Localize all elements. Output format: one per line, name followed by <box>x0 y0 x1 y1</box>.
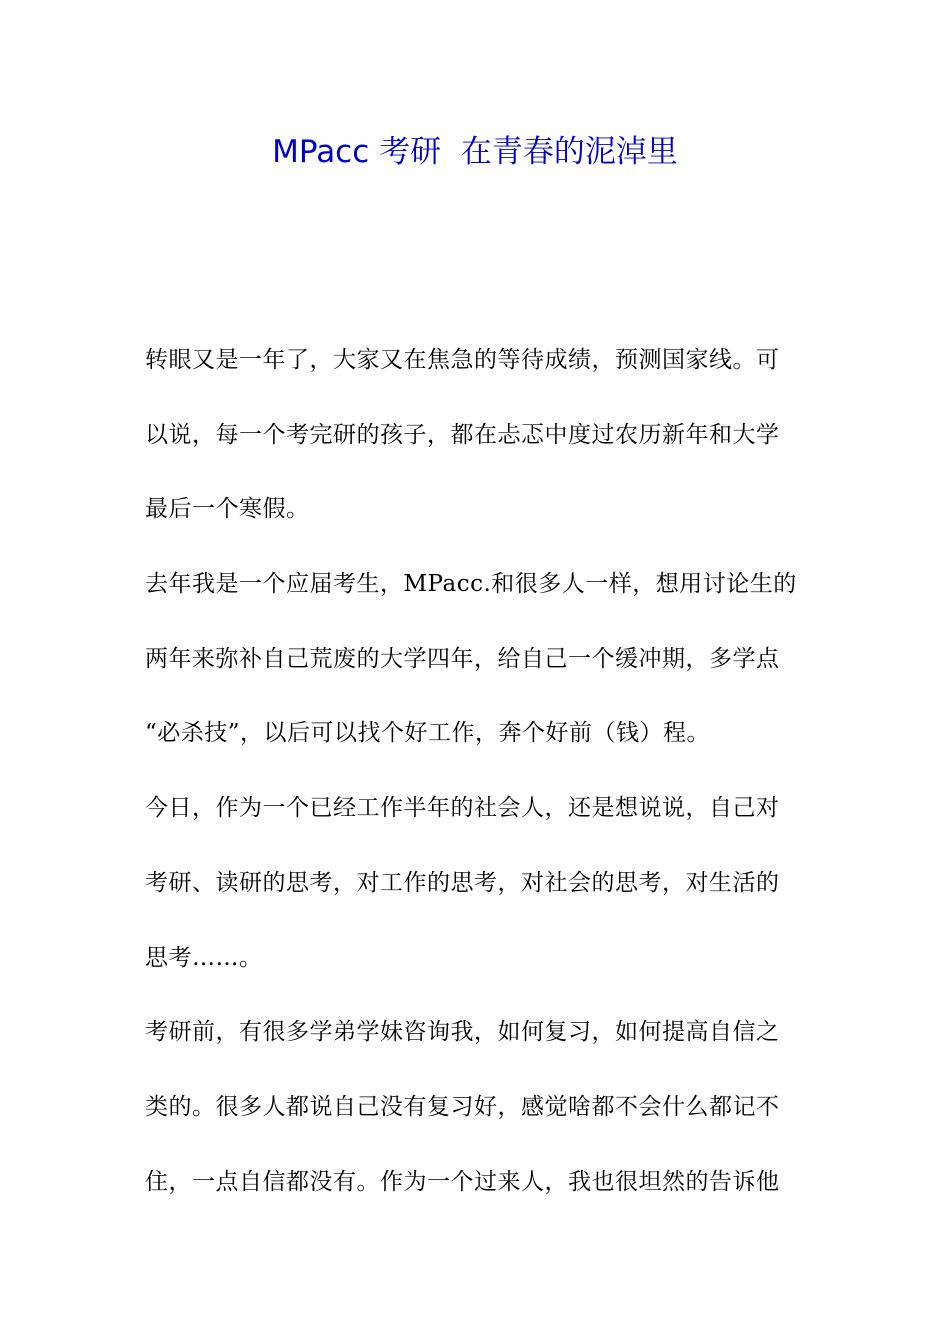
text-line: “必杀技”，以后可以找个好工作，奔个好前（钱）程。 <box>145 720 711 747</box>
text-line: 考研、读研的思考，对工作的思考，对社会的思考，对生活的 <box>145 869 780 896</box>
text-line: 去年我是一个应届考生，MPacc.和很多人一样，想用讨论生的 <box>145 571 797 598</box>
text-line: 今日，作为一个已经工作半年的社会人，还是想说说，自己对 <box>145 795 780 822</box>
text-line: 以说，每一个考完研的孩子，都在忐忑中度过农历新年和大学 <box>145 421 780 448</box>
text-line: 类的。很多人都说自己没有复习好，感觉啥都不会什么都记不 <box>145 1093 780 1120</box>
text-line: 最后一个寒假。 <box>145 496 310 523</box>
text-line: 思考……。 <box>145 944 263 971</box>
text-line: 住，一点自信都没有。作为一个过来人，我也很坦然的告诉他 <box>145 1168 780 1195</box>
text-line: 考研前，有很多学弟学妹咨询我，如何复习，如何提高自信之 <box>145 1019 780 1046</box>
text-line: 转眼又是一年了，大家又在焦急的等待成绩，预测国家线。可 <box>145 347 780 373</box>
document-body <box>145 338 810 1234</box>
text-line: 两年来弥补自己荒废的大学四年，给自己一个缓冲期，多学点 <box>145 645 780 672</box>
document-title: MPacc 考研 在青春的泥淖里 <box>272 134 678 170</box>
